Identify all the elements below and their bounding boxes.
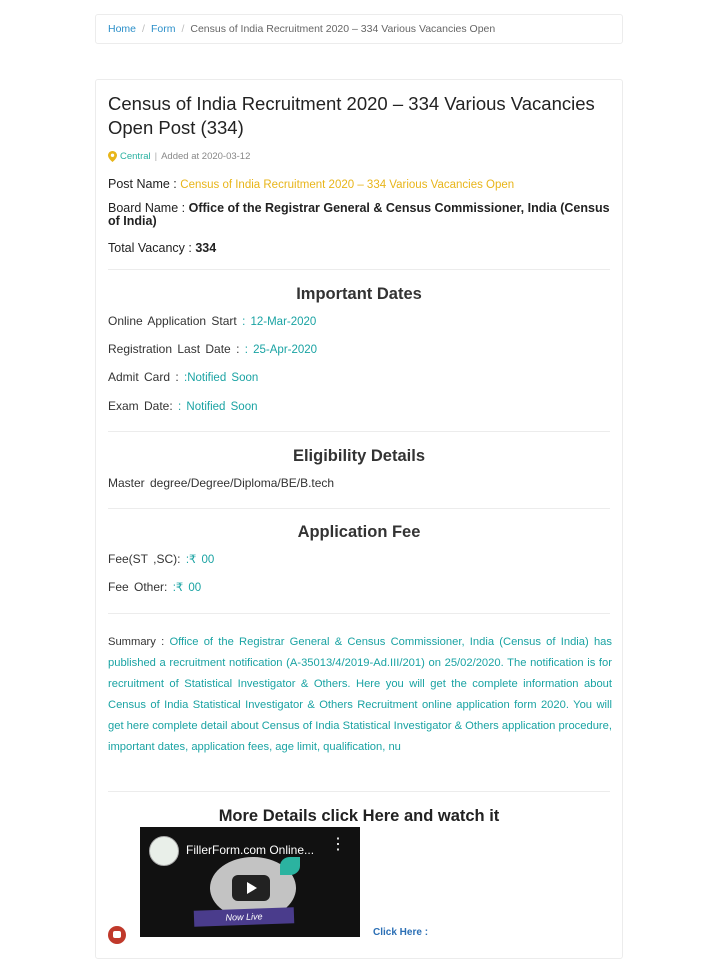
total-vacancy-row: [108, 241, 216, 255]
admit-card-value: :Notified Soon: [184, 372, 259, 384]
admit-card-label: Admit Card :: [108, 370, 179, 384]
fee-other-label: Fee Other:: [108, 580, 168, 594]
online-start-value: : 12-Mar-2020: [242, 316, 317, 328]
video-title[interactable]: FillerForm.com Online...: [186, 843, 315, 857]
post-name-value: Census of India Recruitment 2020 – 334 Various Vacancies Open: [180, 179, 515, 191]
fee-other-row: [108, 580, 201, 594]
divider: [108, 791, 610, 792]
channel-avatar[interactable]: [149, 836, 179, 866]
post-meta: [108, 151, 250, 162]
breadcrumb-current: Census of India Recruitment 2020 – 334 Various Vacancies Open: [190, 23, 496, 35]
video-ribbon: Now Live: [194, 907, 294, 926]
board-name-value: Office of the Registrar General & Census Commissioner, India (Census of India): [108, 201, 610, 228]
post-name-label: Post Name :: [108, 177, 177, 191]
exam-date-row: [108, 399, 257, 413]
eligibility-title: Eligibility Details: [292, 447, 426, 465]
location-link[interactable]: Central: [120, 151, 151, 162]
leaf-logo-icon: [280, 857, 300, 875]
summary-text: Office of the Registrar General & Census Commissioner, India (Census of India) has published a recruitment notification (A-35013/4/2019-Ad.III/201) on 25/02/2020. The notification is for recruitment of Statistical Investigator & Others. Here you will get the complete information about Census of India Statistical Investigator & Others Recruitment online application form 2020. You will get here complete detail about Census of India Statistical Investigator & Others application procedure, important dates, application fees, age limit, qualification, nu: [108, 636, 612, 753]
breadcrumb-form-link[interactable]: Form: [150, 23, 176, 35]
divider: [108, 508, 610, 509]
breadcrumb-separator: /: [181, 23, 185, 35]
exam-date-value: : Notified Soon: [178, 401, 258, 413]
registration-last-row: [108, 342, 317, 356]
total-vacancy-label: Total Vacancy :: [108, 241, 192, 255]
click-here-link[interactable]: Click Here :: [373, 927, 429, 938]
board-name-label: Board Name :: [108, 201, 186, 215]
summary: [108, 632, 612, 758]
youtube-icon[interactable]: [108, 926, 126, 944]
online-start-label: Online Application Start: [108, 314, 237, 328]
important-dates-title: Important Dates: [296, 285, 422, 303]
online-start-row: [108, 314, 316, 328]
added-label: Added at: [161, 151, 200, 162]
video-embed[interactable]: [140, 827, 360, 937]
breadcrumb: [95, 14, 623, 44]
post-name-row: [108, 177, 514, 191]
added-date: 2020-03-12: [201, 151, 251, 162]
exam-date-label: Exam Date:: [108, 399, 173, 413]
breadcrumb-home-link[interactable]: Home: [108, 23, 137, 35]
application-fee-title: Application Fee: [297, 523, 421, 541]
post-title: Census of India Recruitment 2020 – 334 Various Vacancies Open Post (334): [108, 93, 595, 138]
fee-stsc-label: Fee(ST ,SC):: [108, 552, 181, 566]
meta-divider: |: [154, 151, 158, 162]
admit-card-row: [108, 370, 258, 384]
board-name-row: [108, 202, 612, 228]
registration-last-value: : 25-Apr-2020: [244, 344, 318, 356]
fee-stsc-value: :₹ 00: [185, 554, 215, 566]
more-options-icon[interactable]: ⋮: [330, 836, 346, 853]
play-button[interactable]: [232, 875, 270, 901]
total-vacancy-value: 334: [195, 241, 217, 255]
registration-last-label: Registration Last Date :: [108, 342, 240, 356]
divider: [108, 269, 610, 270]
location-pin-icon: [108, 151, 117, 162]
breadcrumb-separator: /: [142, 23, 145, 35]
summary-label: Summary :: [108, 636, 165, 648]
divider: [108, 431, 610, 432]
eligibility-text: Master degree/Degree/Diploma/BE/B.tech: [108, 476, 335, 490]
fee-other-value: :₹ 00: [172, 582, 202, 594]
more-details-title: More Details click Here and watch it: [218, 807, 500, 825]
divider: [108, 613, 610, 614]
post-card: [95, 79, 623, 959]
fee-stsc-row: [108, 552, 214, 566]
